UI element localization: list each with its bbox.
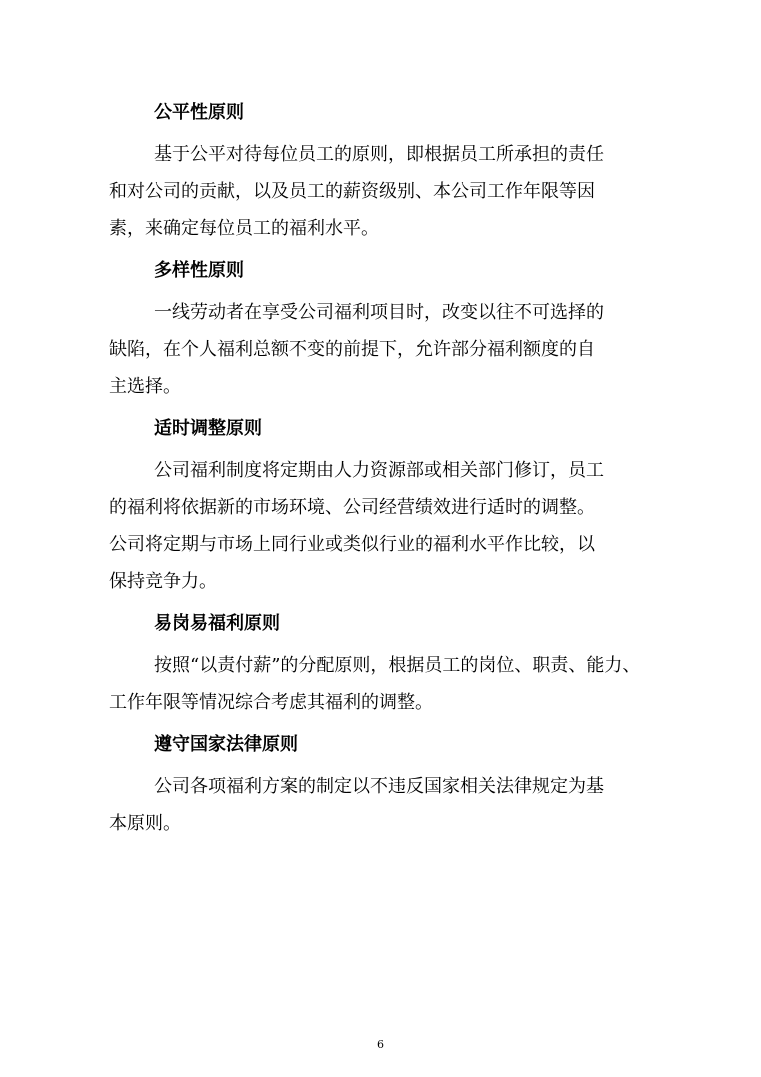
section-position-change: [109, 605, 669, 721]
paragraph-line: 公司福利制度将定期由人力资源部或相关部门修订，员工: [154, 460, 604, 481]
paragraph-line: 按照“以责付薪”的分配原则，根据员工的岗位、职责、能力、: [154, 655, 641, 676]
paragraph-line: 本原则。: [109, 813, 181, 834]
section-diversity: [109, 252, 669, 405]
page-number: 6: [377, 1038, 384, 1051]
paragraph-line: 的福利将依据新的市场环境、公司经营绩效进行适时的调整。: [109, 497, 595, 518]
paragraph-line: 一线劳动者在享受公司福利项目时，改变以往不可选择的: [154, 302, 604, 323]
section-paragraph: [109, 294, 669, 405]
section-paragraph: [109, 452, 669, 600]
paragraph-line: 公司各项福利方案的制定以不违反国家相关法律规定为基: [154, 776, 604, 797]
section-heading: 公平性原则: [154, 102, 244, 123]
paragraph-line: 缺陷，在个人福利总额不变的前提下，允许部分福利额度的自: [109, 339, 595, 360]
paragraph-line: 保持竞争力。: [109, 571, 217, 592]
section-heading: 遵守国家法律原则: [154, 734, 298, 755]
paragraph-line: 主选择。: [109, 376, 181, 397]
section-paragraph: [109, 768, 669, 842]
section-heading: 适时调整原则: [154, 418, 262, 439]
paragraph-line: 基于公平对待每位员工的原则，即根据员工所承担的责任: [154, 144, 604, 165]
paragraph-line: 素，来确定每位员工的福利水平。: [109, 218, 379, 239]
document-body: [109, 94, 669, 847]
section-paragraph: [109, 647, 669, 721]
paragraph-line: 和对公司的贡献，以及员工的薪资级别、本公司工作年限等因: [109, 181, 595, 202]
section-heading: 易岗易福利原则: [154, 613, 280, 634]
section-legal-compliance: [109, 726, 669, 842]
section-fairness: [109, 94, 669, 247]
paragraph-line: 公司将定期与市场上同行业或类似行业的福利水平作比较，以: [109, 534, 595, 555]
paragraph-line: 工作年限等情况综合考虑其福利的调整。: [109, 692, 433, 713]
section-timely-adjustment: [109, 410, 669, 600]
section-paragraph: [109, 136, 669, 247]
section-heading: 多样性原则: [154, 260, 244, 281]
